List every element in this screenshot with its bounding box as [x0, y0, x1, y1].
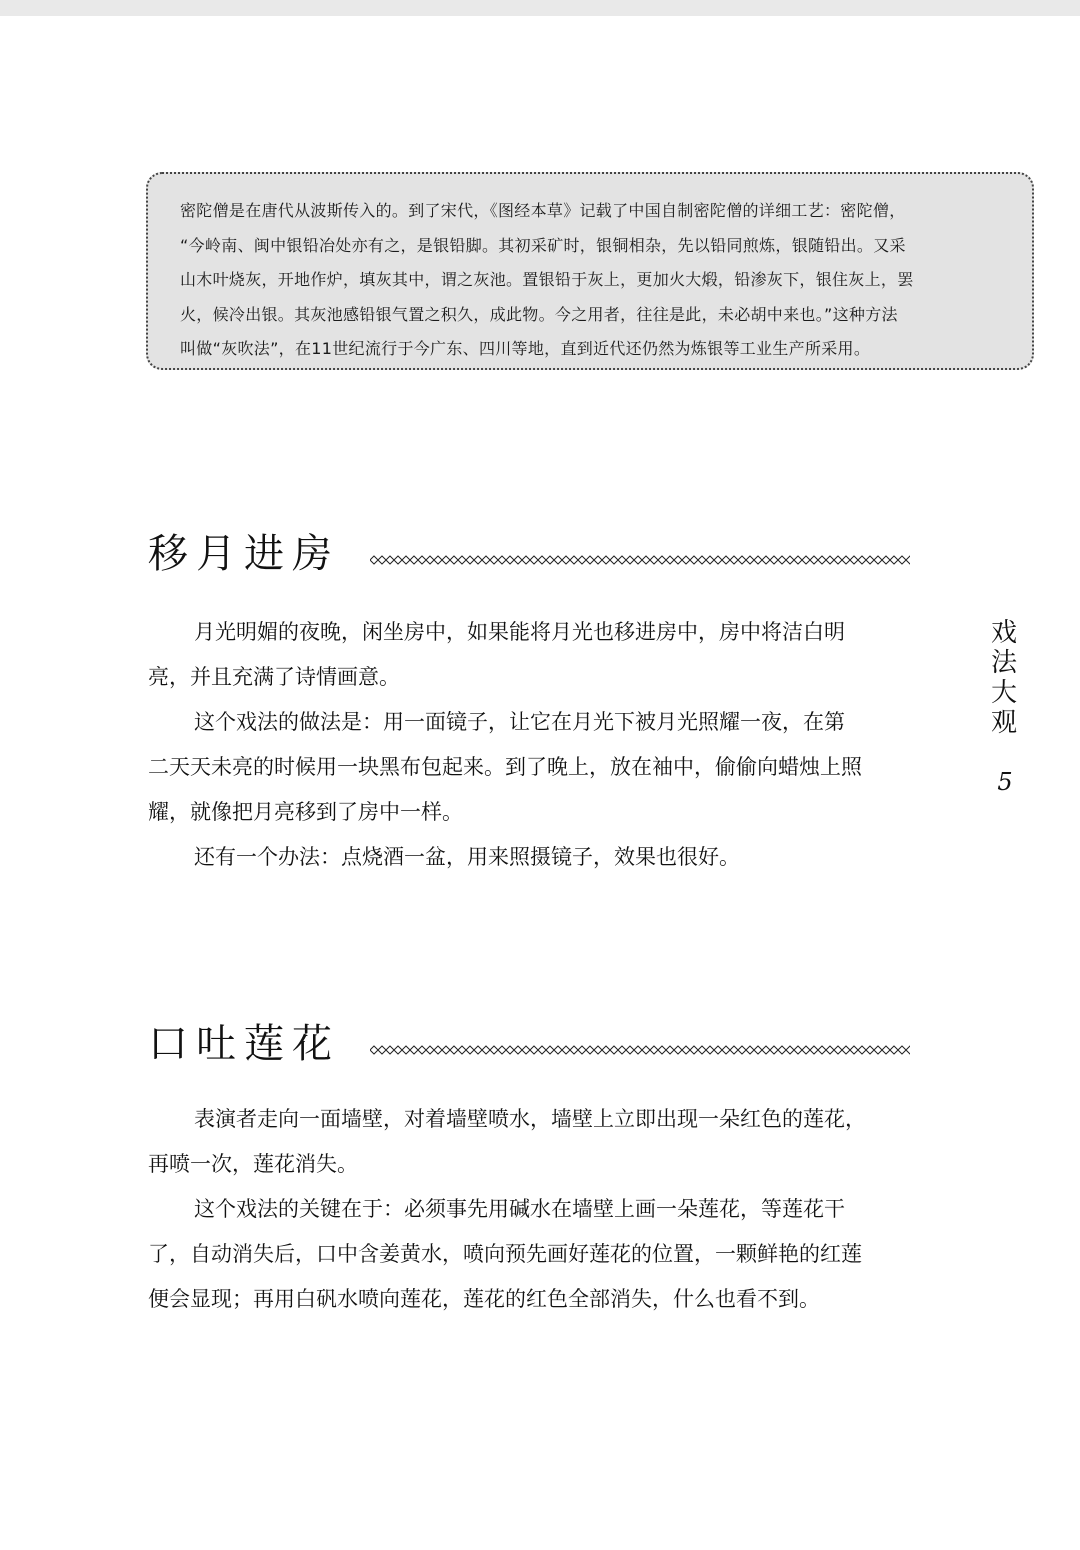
section1-body — [148, 610, 918, 880]
decorative-rule — [370, 1045, 910, 1055]
decorative-rule — [370, 555, 910, 565]
text-line: 表演者走向一面墙壁，对着墙壁喷水，墙壁上立即出现一朵红色的莲花， — [194, 1107, 866, 1131]
margin-chapter-label — [988, 618, 1020, 738]
margin-char: 大 — [990, 678, 1017, 708]
paragraph — [148, 1187, 918, 1322]
margin-char: 戏 — [990, 618, 1017, 648]
paragraph — [148, 835, 918, 880]
note-line: “今岭南、闽中银铅冶处亦有之，是银铅脚。其初采矿时，银铜相杂，先以铅同煎炼，银随铅出。又采 — [180, 235, 906, 255]
text-line: 月光明媚的夜晚，闲坐房中，如果能将月光也移进房中，房中将洁白明 — [194, 620, 845, 644]
paragraph — [148, 610, 918, 700]
text-line: 耀，就像把月亮移到了房中一样。 — [148, 800, 463, 824]
text-line: 还有一个办法：点烧酒一盆，用来照摄镜子，效果也很好。 — [194, 845, 740, 869]
paragraph — [148, 700, 918, 835]
text-line: 这个戏法的做法是：用一面镜子，让它在月光下被月光照耀一夜，在第 — [194, 710, 845, 734]
paragraph — [148, 1097, 918, 1187]
section-title: 移月进房 — [148, 531, 340, 577]
section-heading-1 — [148, 522, 908, 582]
note-line: 叫做“灰吹法”，在11世纪流行于今广东、四川等地，直到近代还仍然为炼银等工业生产所采用。 — [180, 339, 871, 358]
margin-char: 观 — [990, 708, 1017, 738]
note-box — [146, 172, 1034, 370]
section-title: 口吐莲花 — [148, 1021, 340, 1067]
text-line: 了，自动消失后，口中含姜黄水，喷向预先画好莲花的位置，一颗鲜艳的红莲 — [148, 1242, 862, 1266]
page-number: 5 — [997, 768, 1013, 796]
margin-char: 法 — [990, 648, 1017, 678]
note-line: 密陀僧是在唐代从波斯传入的。到了宋代，《图经本草》记载了中国自制密陀僧的详细工艺：密陀僧， — [180, 201, 906, 220]
text-line: 便会显现；再用白矾水喷向莲花，莲花的红色全部消失，什么也看不到。 — [148, 1287, 820, 1311]
text-line: 二天天未亮的时候用一块黑布包起来。到了晚上，放在袖中，偷偷向蜡烛上照 — [148, 755, 862, 779]
text-line: 这个戏法的关键在于：必须事先用碱水在墙壁上画一朵莲花，等莲花干 — [194, 1197, 845, 1221]
section-heading-2 — [148, 1012, 908, 1072]
top-strip — [0, 0, 1080, 16]
note-line: 火，候冷出银。其灰池感铅银气置之积久，成此物。今之用者，往往是此，未必胡中来也。”这种方法 — [180, 304, 898, 324]
section2-body — [148, 1097, 918, 1322]
note-line: 山木叶烧灰，开地作炉，填灰其中，谓之灰池。置银铅于灰上，更加火大煅，铅渗灰下，银住灰上，罢 — [180, 270, 914, 289]
note-text — [180, 194, 1016, 367]
text-line: 亮，并且充满了诗情画意。 — [148, 665, 400, 689]
text-line: 再喷一次，莲花消失。 — [148, 1152, 358, 1176]
